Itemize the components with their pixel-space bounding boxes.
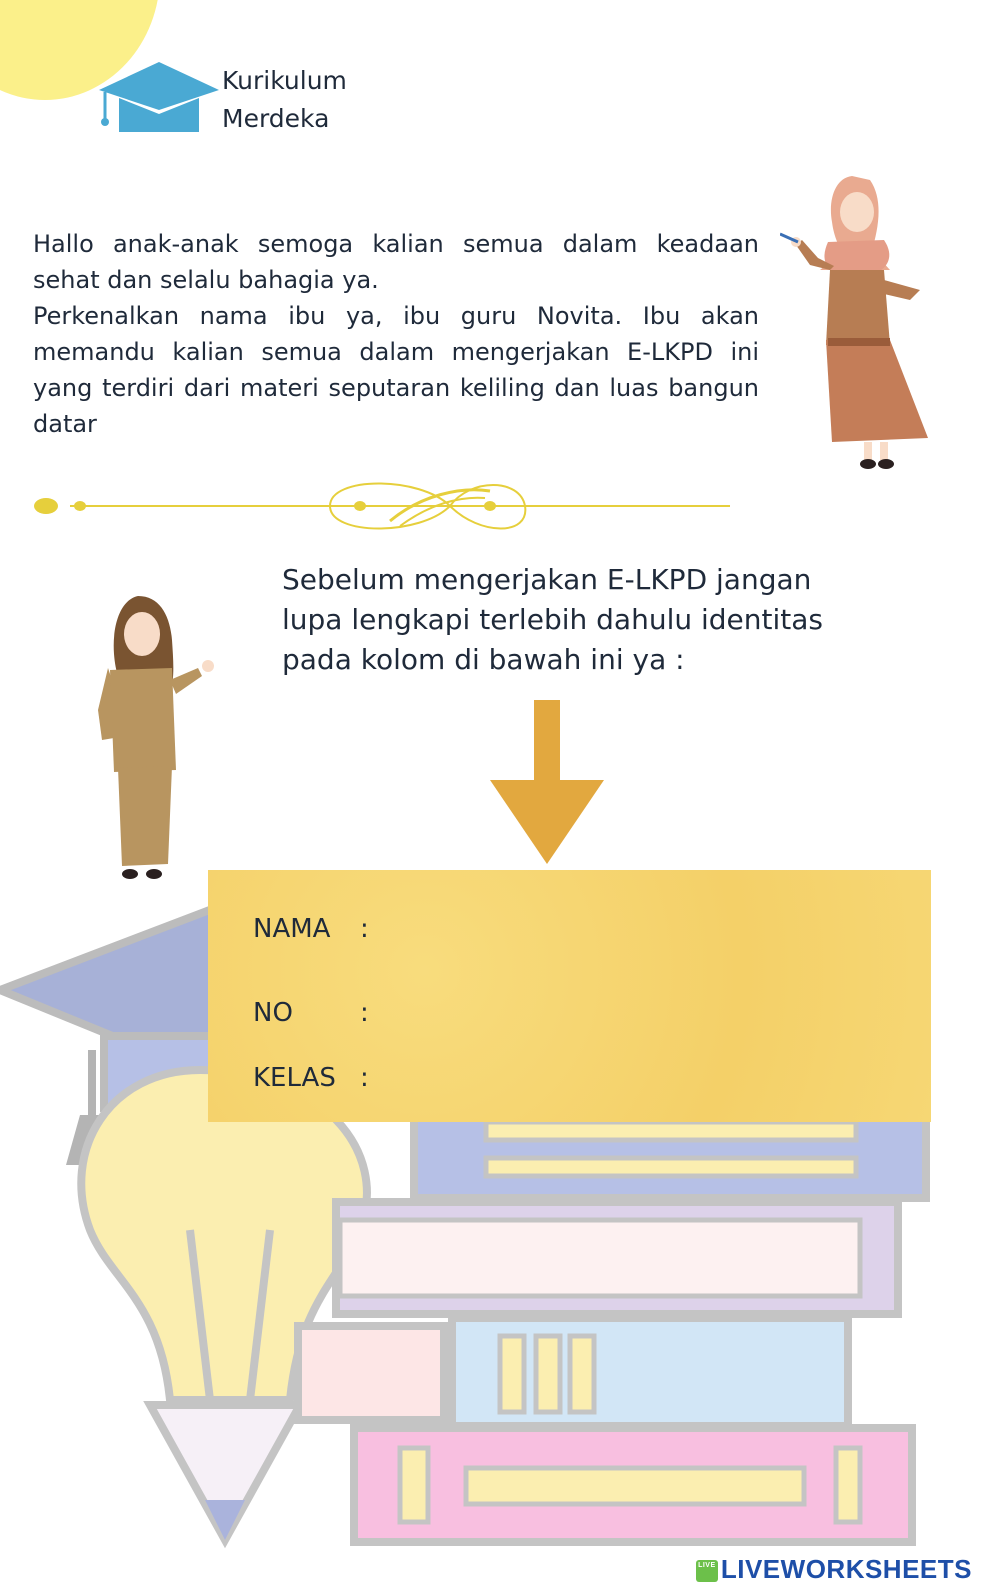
instruction-note: Sebelum mengerjakan E-LKPD jangan lupa lengkapi terlebih dahulu identitas pada kolom di bawah ini ya :: [282, 563, 823, 676]
liveworksheets-badge-icon: LIVE: [696, 1560, 718, 1582]
no-input[interactable]: [383, 994, 907, 1032]
intro-paragraph-2: Perkenalkan nama ibu ya, ibu guru Novita. Ibu akan memandu kalian semua dalam mengerjakan E-LKPD ini yang terdiri dari materi seputaran keliling dan luas bangun datar: [33, 302, 759, 438]
nama-input[interactable]: [383, 910, 907, 948]
logo-line-1: Kurikulum: [222, 66, 347, 95]
form-row-kelas: [253, 1063, 380, 1093]
form-row-no: [253, 998, 380, 1028]
intro-paragraph-1: Hallo anak-anak semoga kalian semua dalam keadaan sehat dan selalu bahagia ya.: [33, 230, 759, 294]
kelas-colon: :: [360, 1063, 369, 1093]
nama-colon: :: [360, 914, 369, 944]
watermark-text: LIVEWORKSHEETS: [720, 1554, 972, 1584]
no-label: NO: [253, 998, 293, 1028]
intro-text: [33, 226, 759, 442]
ornament-divider: [30, 466, 740, 546]
kelas-label: KELAS: [253, 1063, 336, 1093]
nama-label: NAMA: [253, 914, 331, 944]
no-colon: :: [360, 998, 369, 1028]
logo-text: [222, 62, 347, 138]
logo-line-2: Merdeka: [222, 104, 330, 133]
teacher-illustration: [780, 170, 940, 475]
graduation-cap-icon: [95, 58, 223, 138]
kelas-input[interactable]: [383, 1059, 907, 1097]
teacher-illustration-2: [90, 590, 230, 885]
identity-form: [208, 870, 931, 1122]
down-arrow-icon: [490, 700, 604, 864]
form-row-nama: [253, 914, 380, 944]
liveworksheets-watermark: [696, 1554, 972, 1585]
